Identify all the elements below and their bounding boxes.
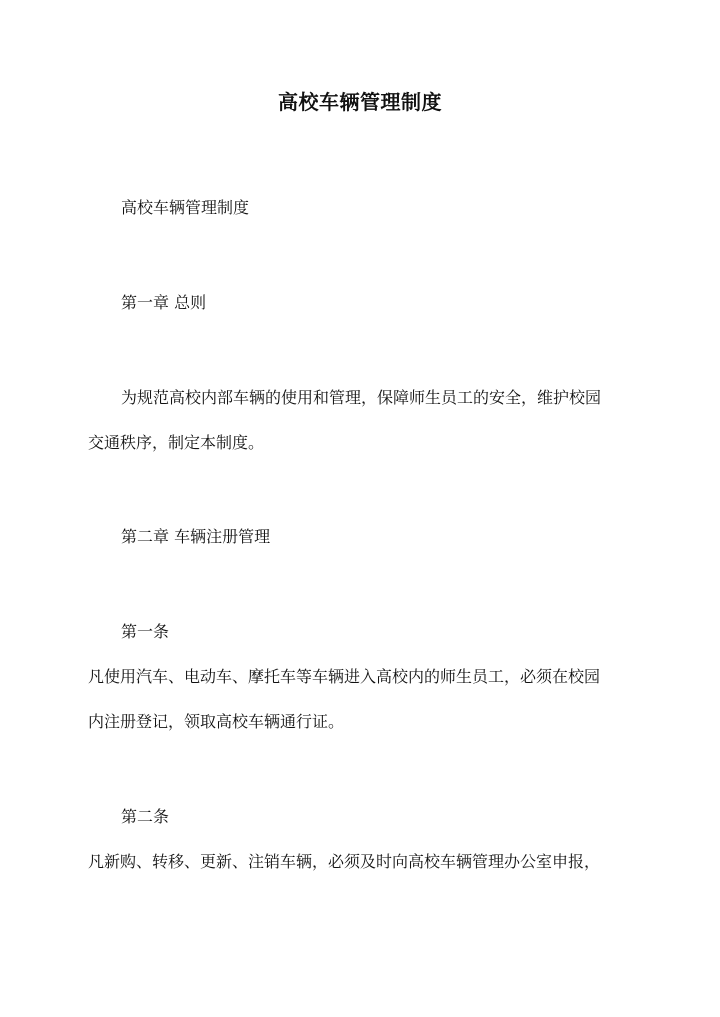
document-title: 高校车辆管理制度 <box>278 90 442 114</box>
article-1-line-1: 凡使用汽车、电动车、摩托车等车辆进入高校内的师生员工，必须在校园 <box>88 667 601 686</box>
chapter-1-paragraph-line-2: 交通秩序，制定本制度。 <box>88 433 265 452</box>
article-1-heading: 第一条 <box>121 622 170 641</box>
chapter-1-paragraph-line-1: 为规范高校内部车辆的使用和管理，保障师生员工的安全，维护校园 <box>121 388 602 407</box>
article-1-line-2: 内注册登记，领取高校车辆通行证。 <box>88 712 345 731</box>
document-subtitle: 高校车辆管理制度 <box>121 198 250 217</box>
article-2-heading: 第二条 <box>121 807 170 826</box>
chapter-2-heading: 第二章 车辆注册管理 <box>121 527 271 546</box>
article-2-line-1: 凡新购、转移、更新、注销车辆，必须及时向高校车辆管理办公室申报， <box>88 852 601 871</box>
chapter-1-heading: 第一章 总则 <box>121 293 207 312</box>
